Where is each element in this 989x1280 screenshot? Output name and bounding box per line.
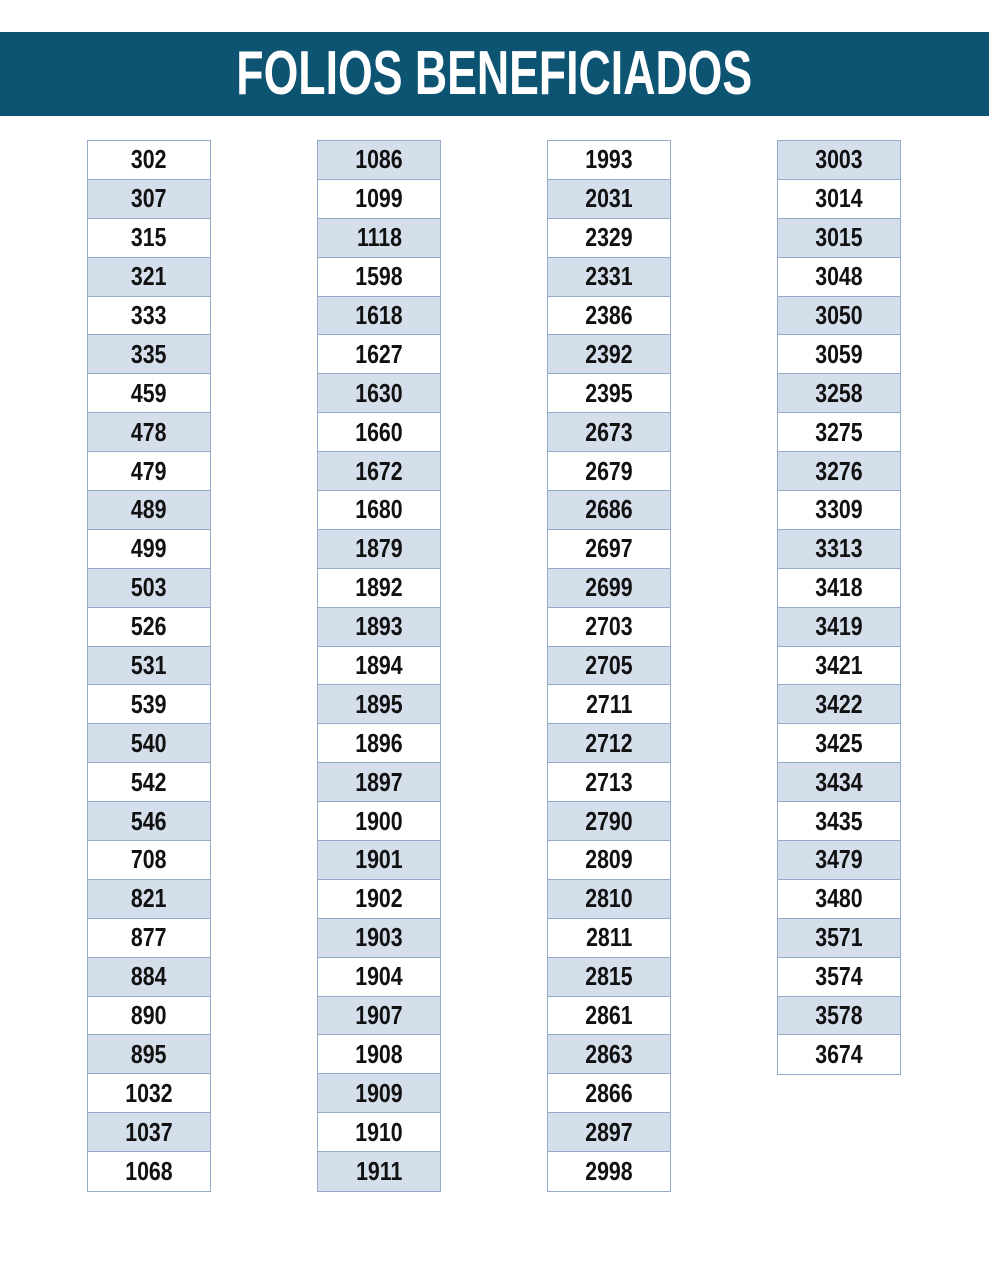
folio-number: 503	[131, 572, 167, 603]
folio-number: 3419	[815, 611, 863, 642]
folio-number: 3258	[815, 377, 863, 408]
folio-cell	[778, 297, 900, 336]
folio-number: 1902	[355, 883, 403, 914]
folio-cell	[548, 335, 670, 374]
folio-cell	[88, 1074, 210, 1113]
folio-cell	[88, 569, 210, 608]
folio-cell	[778, 647, 900, 686]
folio-number: 539	[131, 688, 167, 719]
folio-cell	[778, 530, 900, 569]
folio-number: 2395	[585, 377, 633, 408]
folio-cell	[548, 841, 670, 880]
folio-number: 302	[131, 144, 167, 175]
folio-cell	[548, 374, 670, 413]
folio-number: 1896	[355, 727, 403, 758]
folio-cell	[318, 1113, 440, 1152]
folio-number: 2810	[585, 883, 633, 914]
folio-cell	[778, 413, 900, 452]
folio-cell	[88, 141, 210, 180]
folio-cell	[88, 997, 210, 1036]
folio-number: 3313	[815, 533, 863, 564]
folio-number: 2809	[585, 844, 633, 875]
folio-cell	[778, 958, 900, 997]
folio-number: 2713	[585, 766, 633, 797]
folio-number: 2815	[585, 961, 633, 992]
folio-cell	[778, 608, 900, 647]
folio-number: 531	[131, 650, 167, 681]
folio-cell	[88, 1152, 210, 1191]
folio-cell	[778, 258, 900, 297]
folio-number: 1910	[355, 1116, 403, 1147]
folio-cell	[318, 297, 440, 336]
folio-cell	[88, 491, 210, 530]
folio-cell	[88, 841, 210, 880]
folio-number: 890	[131, 1000, 167, 1031]
folio-column-3	[547, 140, 671, 1192]
folio-cell	[318, 374, 440, 413]
folio-number: 2031	[585, 183, 633, 214]
folio-cell	[548, 997, 670, 1036]
folio-number: 1680	[355, 494, 403, 525]
folio-cell	[318, 763, 440, 802]
folio-cell	[318, 997, 440, 1036]
folio-cell	[548, 452, 670, 491]
folio-cell	[548, 297, 670, 336]
folio-cell	[318, 958, 440, 997]
folio-number: 3309	[815, 494, 863, 525]
folio-cell	[318, 647, 440, 686]
folio-cell	[318, 880, 440, 919]
folio-cell	[548, 1152, 670, 1191]
folio-number: 2679	[585, 455, 633, 486]
folio-cell	[778, 919, 900, 958]
folio-column-4	[777, 140, 901, 1075]
folio-number: 1618	[355, 300, 403, 330]
folio-number: 2331	[585, 261, 633, 292]
folio-cell	[88, 335, 210, 374]
folio-number: 1118	[356, 222, 402, 253]
folio-number: 3674	[815, 1039, 863, 1070]
folio-cell	[318, 491, 440, 530]
folio-number: 1903	[355, 922, 403, 953]
folio-number: 540	[131, 727, 167, 758]
folio-number: 3422	[815, 688, 863, 719]
folio-cell	[548, 258, 670, 297]
folio-cell	[318, 608, 440, 647]
folio-cell	[88, 802, 210, 841]
folio-cell	[548, 180, 670, 219]
folio-cell	[88, 880, 210, 919]
folio-number: 1068	[125, 1156, 173, 1187]
folio-number: 479	[131, 455, 167, 486]
folio-number: 2392	[585, 338, 633, 369]
folio-cell	[778, 997, 900, 1036]
folio-number: 3048	[815, 261, 863, 292]
folio-number: 1900	[355, 805, 403, 836]
folio-number: 3275	[815, 416, 863, 447]
folio-number: 1099	[355, 183, 403, 214]
folio-number: 1630	[355, 377, 403, 408]
folio-number: 1908	[355, 1038, 403, 1069]
folio-number: 2705	[585, 650, 633, 681]
folio-cell	[88, 180, 210, 219]
folio-number: 3571	[815, 922, 863, 953]
folio-number: 542	[131, 766, 167, 797]
folio-number: 2386	[585, 300, 633, 330]
folio-cell	[88, 724, 210, 763]
folio-number: 2329	[585, 222, 633, 253]
folio-number: 3578	[815, 1000, 863, 1031]
folio-cell	[548, 491, 670, 530]
folio-number: 2697	[585, 533, 633, 564]
folio-cell	[548, 1074, 670, 1113]
folio-cell	[88, 1113, 210, 1152]
folio-number: 1037	[125, 1116, 173, 1147]
folio-cell	[88, 1035, 210, 1074]
folio-number: 3425	[815, 727, 863, 758]
folio-number: 821	[131, 883, 167, 914]
folio-number: 315	[131, 222, 167, 253]
folio-number: 3435	[815, 805, 863, 836]
folio-cell	[88, 958, 210, 997]
folio-cell	[548, 1035, 670, 1074]
folio-cell	[88, 452, 210, 491]
folio-number: 1672	[355, 455, 403, 486]
folio-cell	[318, 530, 440, 569]
folio-cell	[318, 724, 440, 763]
folio-number: 3014	[815, 183, 863, 214]
folio-cell	[88, 530, 210, 569]
folio-number: 1627	[355, 338, 403, 369]
folio-cell	[88, 374, 210, 413]
folio-number: 2673	[585, 416, 633, 447]
folio-number: 1598	[355, 261, 403, 292]
folio-number: 708	[131, 844, 167, 875]
folio-number: 3434	[815, 766, 863, 797]
folio-number: 1907	[355, 1000, 403, 1031]
folio-number: 2699	[585, 572, 633, 603]
folio-number: 499	[131, 533, 167, 564]
folio-cell	[318, 180, 440, 219]
folio-number: 3015	[815, 222, 863, 253]
folio-number: 884	[131, 961, 167, 992]
folio-column-2	[317, 140, 441, 1192]
folio-cell	[318, 1035, 440, 1074]
folio-cell	[318, 413, 440, 452]
folio-number: 2998	[585, 1156, 633, 1187]
folio-cell	[548, 763, 670, 802]
folio-number: 1894	[355, 650, 403, 681]
folio-number: 1901	[355, 844, 403, 875]
folio-cell	[318, 258, 440, 297]
folio-number: 526	[131, 611, 167, 642]
folio-cell	[548, 413, 670, 452]
folio-number: 2866	[585, 1077, 633, 1108]
folio-number: 478	[131, 416, 167, 447]
folio-number: 2703	[585, 611, 633, 642]
folio-cell	[778, 763, 900, 802]
folio-cell	[318, 1074, 440, 1113]
folio-cell	[548, 802, 670, 841]
folio-cell	[318, 569, 440, 608]
folio-number: 2863	[585, 1038, 633, 1069]
folio-number: 3059	[815, 338, 863, 369]
folio-number: 3418	[815, 572, 863, 603]
folio-cell	[548, 530, 670, 569]
folio-cell	[778, 802, 900, 841]
folio-number: 321	[131, 261, 167, 292]
folio-number: 3003	[815, 144, 863, 175]
folio-cell	[548, 958, 670, 997]
folio-number: 2712	[585, 727, 633, 758]
folio-cell	[318, 841, 440, 880]
folio-number: 877	[131, 922, 167, 953]
folio-number: 3480	[815, 883, 863, 914]
folio-cell	[548, 724, 670, 763]
folio-number: 307	[131, 183, 167, 214]
folio-cell	[778, 335, 900, 374]
folio-number: 1032	[125, 1077, 173, 1108]
folio-cell	[318, 1152, 440, 1191]
folio-cell	[318, 919, 440, 958]
folio-cell	[318, 452, 440, 491]
folio-cell	[778, 1035, 900, 1074]
folio-column-1	[87, 140, 211, 1192]
folio-number: 2861	[585, 1000, 633, 1031]
folio-cell	[548, 1113, 670, 1152]
folio-number: 1895	[355, 688, 403, 719]
folio-cell	[318, 219, 440, 258]
folio-cell	[548, 569, 670, 608]
folio-cell	[318, 685, 440, 724]
folio-number: 1911	[355, 1156, 403, 1187]
folio-number: 3421	[815, 650, 863, 681]
folio-number: 1904	[355, 961, 403, 992]
folio-cell	[778, 374, 900, 413]
folio-cell	[88, 647, 210, 686]
folio-cell	[778, 724, 900, 763]
folio-cell	[778, 452, 900, 491]
folio-number: 1086	[355, 144, 403, 175]
folio-number: 1893	[355, 611, 403, 642]
folio-cell	[548, 608, 670, 647]
folio-cell	[778, 841, 900, 880]
folio-cell	[548, 141, 670, 180]
title-banner	[0, 32, 989, 116]
folio-number: 1993	[585, 144, 633, 175]
folio-cell	[778, 685, 900, 724]
folio-cell	[88, 685, 210, 724]
folio-number: 2790	[585, 805, 633, 836]
folio-cell	[548, 647, 670, 686]
folio-number: 489	[131, 494, 167, 525]
folio-cell	[778, 880, 900, 919]
folio-cell	[88, 297, 210, 336]
folio-number: 335	[131, 338, 167, 369]
folio-number: 2686	[585, 494, 633, 525]
folio-cell	[778, 141, 900, 180]
folio-cell	[88, 258, 210, 297]
folio-number: 3276	[815, 455, 863, 486]
folio-number: 1892	[355, 572, 403, 603]
folio-cell	[548, 919, 670, 958]
folio-cell	[778, 180, 900, 219]
folio-cell	[88, 413, 210, 452]
folio-number: 3574	[815, 961, 863, 992]
folio-cell	[318, 141, 440, 180]
folio-cell	[548, 685, 670, 724]
folio-number: 895	[131, 1038, 167, 1069]
folio-number: 546	[131, 805, 167, 836]
folio-number: 459	[131, 377, 167, 408]
folio-number: 3479	[815, 844, 863, 875]
folio-cell	[88, 763, 210, 802]
folio-number: 1660	[355, 416, 403, 447]
page-title: FOLIOS BENEFICIADOS	[236, 39, 753, 108]
folio-cell	[548, 219, 670, 258]
folio-number: 1879	[355, 533, 403, 564]
folio-cell	[318, 802, 440, 841]
folio-cell	[778, 569, 900, 608]
folio-number: 2897	[585, 1116, 633, 1147]
folio-cell	[88, 919, 210, 958]
folio-number: 2811	[585, 922, 633, 953]
folio-number: 2711	[585, 688, 633, 719]
folio-cell	[88, 219, 210, 258]
folio-cell	[548, 880, 670, 919]
folio-cell	[778, 219, 900, 258]
folio-number: 3050	[815, 300, 863, 330]
folio-number: 333	[131, 300, 167, 330]
folio-cell	[318, 335, 440, 374]
folio-number: 1909	[355, 1077, 403, 1108]
folio-number: 1897	[355, 766, 403, 797]
folio-cell	[778, 491, 900, 530]
folio-cell	[88, 608, 210, 647]
